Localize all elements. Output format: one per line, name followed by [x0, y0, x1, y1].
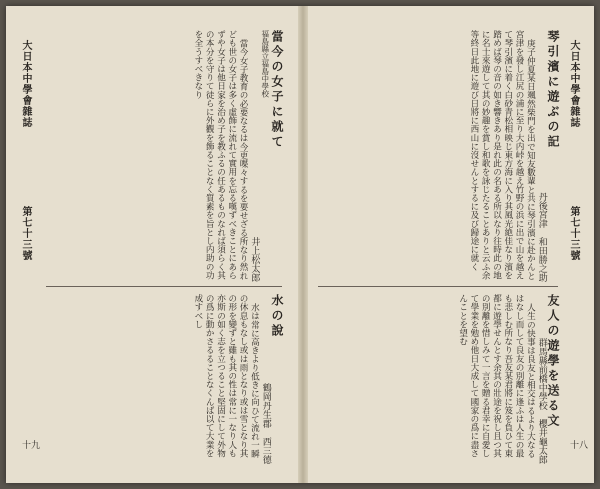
article-water-body: 水は常に高きより低きに向ひて流れ一瞬の休息もなし或は雨となり或は雪となり其の形を變ずと雖も其の性は常に一なり人も亦斯の如く志を立つること堅固にして外物の爲に動かさるることなくんば以て大業を成すべし — [192, 294, 260, 458]
article-water-title: 水の說 — [270, 294, 284, 339]
left-page — [6, 6, 298, 483]
running-head-right: 大日本中學會雜誌 — [568, 40, 579, 128]
article-farewell-body: 人生の快事は良友と相交はるより大なるはなし而して良友の別離に逢ふは人生の最も悲しむ所なり吾友某君將に笈を負ひて東都に遊學せんとす余其の壯途を祝し且つ其の別離を惜しみて一言を贈る君幸に自愛して學業を勉め他日大成して國家の爲に盡さんことを望む — [457, 294, 536, 458]
article-kotohiki-block — [318, 30, 558, 282]
open-book — [6, 6, 594, 483]
article-farewell-block — [318, 294, 558, 464]
article-women-title: 當今の女子に就て — [270, 30, 284, 150]
article-women-affiliation: 福島縣立福島中學校 — [260, 30, 270, 98]
divider-left — [46, 286, 282, 287]
divider-right — [318, 286, 558, 287]
article-water-author: 鶴岡丹生郡 西三德 — [260, 383, 271, 464]
article-women-block — [46, 30, 282, 282]
issue-number-right: 第七十三號 — [568, 206, 579, 261]
page-number-right: 十八 — [570, 441, 589, 451]
running-head-left: 大日本中學會雜誌 — [20, 40, 31, 128]
article-farewell-title: 友人の遊學を送る文 — [546, 294, 560, 429]
article-kotohiki-author: 丹後宮津 和田勝之助 — [536, 192, 547, 282]
article-farewell-author: 群馬縣前橋中學校 櫻井龜太郎 — [536, 338, 547, 464]
article-women-body: 當今女子教育の必要なるは今更喋々するを要せざる所なり然れども世の女子は多く虛飾に流れて實用を忘る嘆ずべきことにあらずや女子は他日家を治め子を教ふるの任あるものなれば須らく其の本分を守りて徒らに外觀を飾ることなく質素を旨とし内助の功を全うすべきなり — [192, 30, 249, 280]
article-women-author: 井上松太郎 — [249, 237, 260, 282]
article-kotohiki-title: 琴引濱に遊ぶの記 — [546, 30, 560, 150]
book-gutter — [298, 6, 308, 483]
article-water-block — [46, 294, 282, 464]
article-kotohiki-body: 庚子仲夏某日颯然柴門を出で知友數輩と共に琴引濱に赴かんと宮津を發し江尻の浦に至り大内峠を越え竹野の浜に出で山を越えて琴引濱に着く白砂青松相映じ東方海に入り其風光絶佳なり濱を踏めば琴の音の如き響きあり是れ此の名ある所以なり往時此の地に名士來遊して其の妙趣を賞し和歌を詠じたることありと云ふ余等終日此地に遊び日將に西山に沒せんとするに及び歸途に就く — [468, 30, 536, 280]
issue-number-left: 第七十三號 — [20, 206, 31, 261]
page-number-left: 十九 — [22, 441, 41, 451]
right-page — [308, 6, 594, 483]
